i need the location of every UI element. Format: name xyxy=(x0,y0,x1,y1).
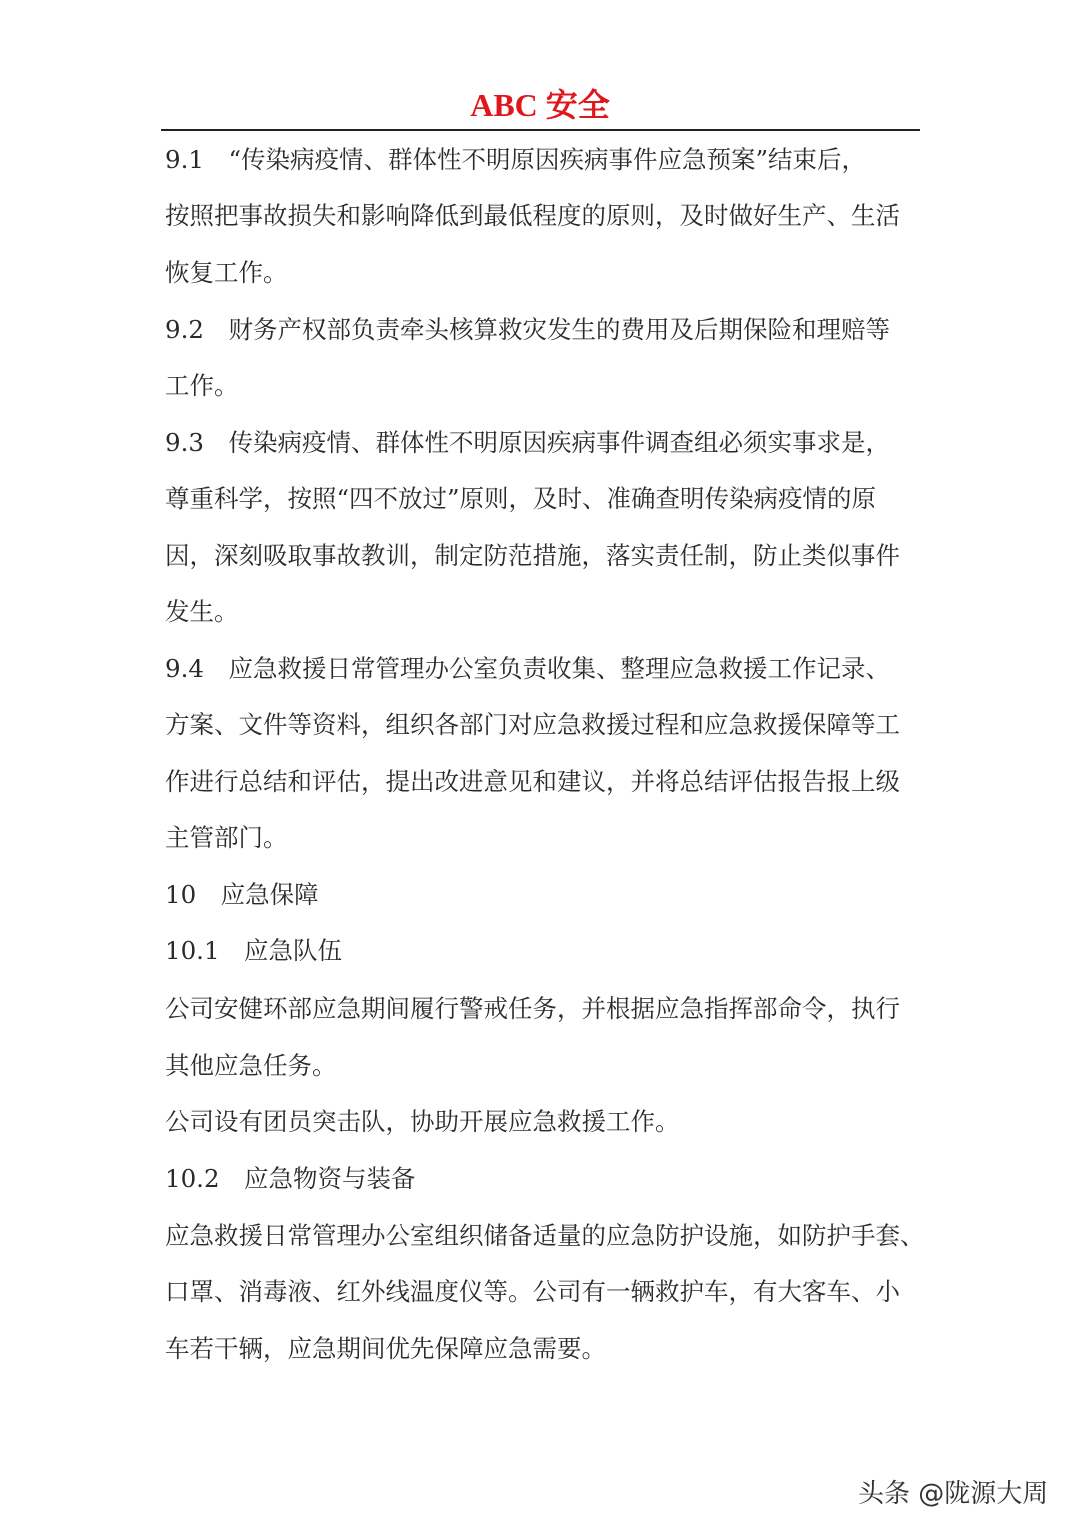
text-line: 恢复工作。 xyxy=(165,258,288,287)
text-line: 作进行总结和评估，提出改进意见和建议，并将总结评估报告报上级 xyxy=(165,767,900,796)
text-line: 公司设有团员突击队，协助开展应急救援工作。 xyxy=(165,1107,680,1136)
text-line: 9.3 传染病疫情、群体性不明原因疾病事件调查组必须实事求是， xyxy=(165,428,890,457)
document-header-title: ABC 安全 xyxy=(470,87,610,123)
text-line: 其他应急任务。 xyxy=(165,1051,337,1080)
text-line: 按照把事故损失和影响降低到最低程度的原则，及时做好生产、生活 xyxy=(165,201,900,230)
text-line: 10 应急保障 xyxy=(165,880,319,909)
text-line: 工作。 xyxy=(165,371,239,400)
text-line: 尊重科学，按照“四不放过”原则，及时、准确查明传染病疫情的原 xyxy=(165,484,877,513)
text-line: 车若干辆，应急期间优先保障应急需要。 xyxy=(165,1334,606,1363)
text-line: 发生。 xyxy=(165,597,239,626)
text-line: 主管部门。 xyxy=(165,823,288,852)
text-line: 应急救援日常管理办公室组织储备适量的应急防护设施，如防护手套、 xyxy=(165,1221,925,1250)
text-line: 9.2 财务产权部负责牵头核算救灾发生的费用及后期保险和理赔等 xyxy=(165,315,890,344)
text-line: 10.2 应急物资与装备 xyxy=(165,1164,416,1193)
text-line: 因，深刻吸取事故教训，制定防范措施，落实责任制，防止类似事件 xyxy=(165,541,900,570)
text-line: 10.1 应急队伍 xyxy=(165,936,343,965)
text-line: 9.1 “传染病疫情、群体性不明原因疾病事件应急预案”结束后， xyxy=(165,145,867,174)
text-line: 9.4 应急救援日常管理办公室负责收集、整理应急救援工作记录、 xyxy=(165,654,890,683)
watermark: 头条 @陇源大周 xyxy=(858,1479,1049,1509)
text-line: 口罩、消毒液、红外线温度仪等。公司有一辆救护车，有大客车、小 xyxy=(165,1277,900,1306)
text-line: 方案、文件等资料，组织各部门对应急救援过程和应急救援保障等工 xyxy=(165,710,900,739)
header-divider xyxy=(161,129,920,131)
text-line: 公司安健环部应急期间履行警戒任务，并根据应急指挥部命令，执行 xyxy=(165,994,900,1023)
